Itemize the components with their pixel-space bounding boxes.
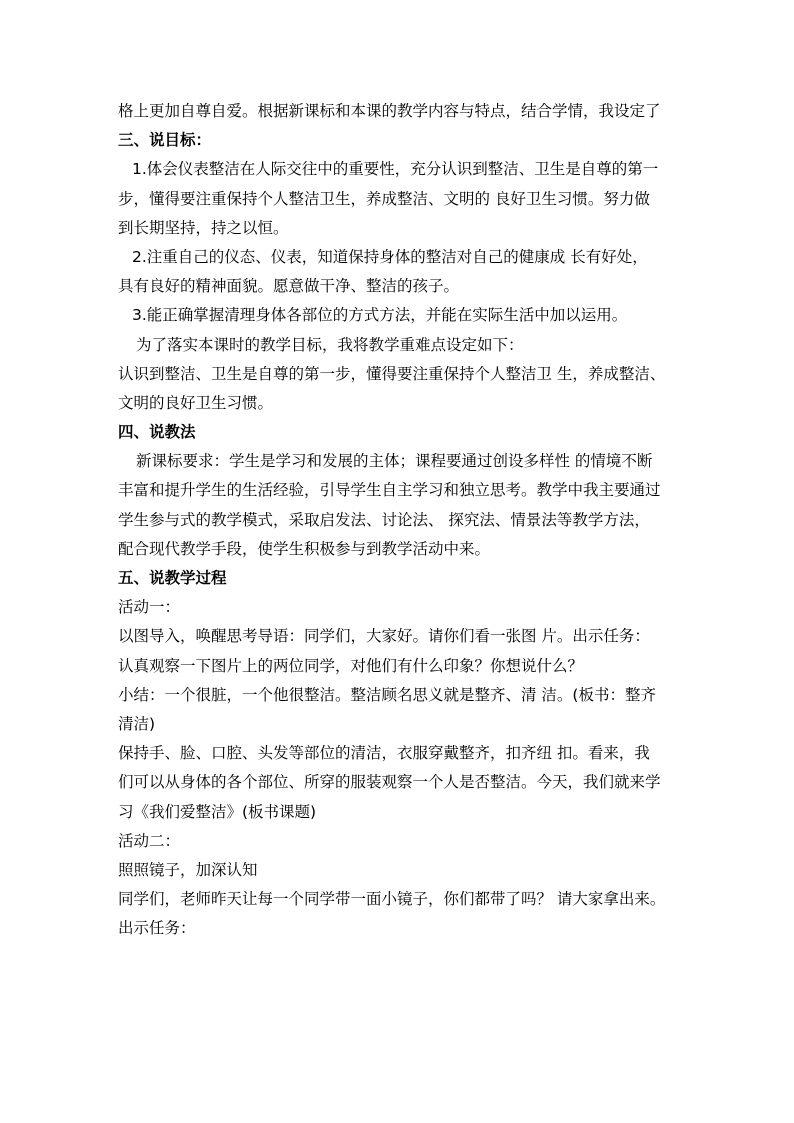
paragraph-line: 以图导入，唤醒思考导语：同学们，大家好。请你们看一张图 片。出示任务： (118, 627, 650, 646)
document-body (118, 97, 678, 943)
paragraph-line: 同学们，老师昨天让每一个同学带一面小镜子，你们都带了吗？ 请大家拿出来。 (118, 890, 666, 909)
paragraph-line: 丰富和提升学生的生活经验，引导学生自主学习和独立思考。教学中我主要通过 (118, 481, 661, 500)
section-heading: 五、说教学过程 (118, 569, 227, 587)
paragraph-line: 活动二： (118, 831, 181, 850)
paragraph-line: 小结：一个很脏，一个他很整洁。整洁顾名思义就是整齐、清 洁。(板书：整齐 (118, 685, 656, 704)
paragraph-line: 具有良好的精神面貌。愿意做干净、整洁的孩子。 (118, 277, 460, 296)
section-heading: 四、说教法 (118, 423, 196, 442)
paragraph-line: 清洁) (118, 714, 156, 733)
paragraph-line: 们可以从身体的各个部位、所穿的服装观察一个人是否整洁。今天，我们就来学 (118, 773, 661, 792)
paragraph-line: 认识到整洁、卫生是自尊的第一步，懂得要注重保持个人整洁卫 生，养成整洁、 (118, 364, 666, 383)
paragraph-line: 照照镜子，加深认知 (118, 860, 258, 879)
paragraph-first-line: 为了落实本课时的教学目标，我将教学重难点设定如下： (136, 335, 524, 354)
paragraph-first-line: 新课标要求：学生是学习和发展的主体；课程要通过创设多样性 的情境不断 (136, 452, 653, 471)
objective-item-line: 3.能正确掌握清理身体各部位的方式方法，并能在实际生活中加以运用。 (132, 306, 628, 325)
objective-item-line: 2.注重自己的仪态、仪表，知道保持身体的整洁对自己的健康成 长有好处， (132, 247, 648, 266)
paragraph-line: 出示任务： (118, 919, 196, 938)
paragraph-line: 文明的良好卫生习惯。 (118, 393, 274, 412)
section-heading: 三、说目标： (118, 131, 212, 150)
paragraph-line: 配合现代教学手段，使学生积极参与到教学活动中来。 (118, 539, 491, 558)
paragraph-line: 保持手、脸、口腔、头发等部位的清洁，衣服穿戴整齐，扣齐纽 扣。看来，我 (118, 744, 650, 763)
paragraph-line: 学生参与式的教学模式，采取启发法、讨论法、 探究法、情景法等教学方法， (118, 510, 650, 529)
paragraph-line: 到长期坚持，持之以恒。 (118, 218, 289, 237)
paragraph-line: 步，懂得要注重保持个人整洁卫生，养成整洁、文明的 良好卫生习惯。努力做 (118, 189, 650, 208)
paragraph-line: 习《我们爱整洁》(板书课题) (118, 802, 317, 821)
objective-item-line: 1.体会仪表整洁在人际交往中的重要性，充分认识到整洁、卫生是自尊的第一 (132, 160, 659, 179)
paragraph-line: 格上更加自尊自爱。根据新课标和本课的教学内容与特点，结合学情，我设定了 (118, 102, 661, 120)
paragraph-line: 活动一： (118, 598, 181, 617)
paragraph-line: 认真观察一下图片上的两位同学，对他们有什么印象？你想说什么？ (118, 656, 584, 675)
